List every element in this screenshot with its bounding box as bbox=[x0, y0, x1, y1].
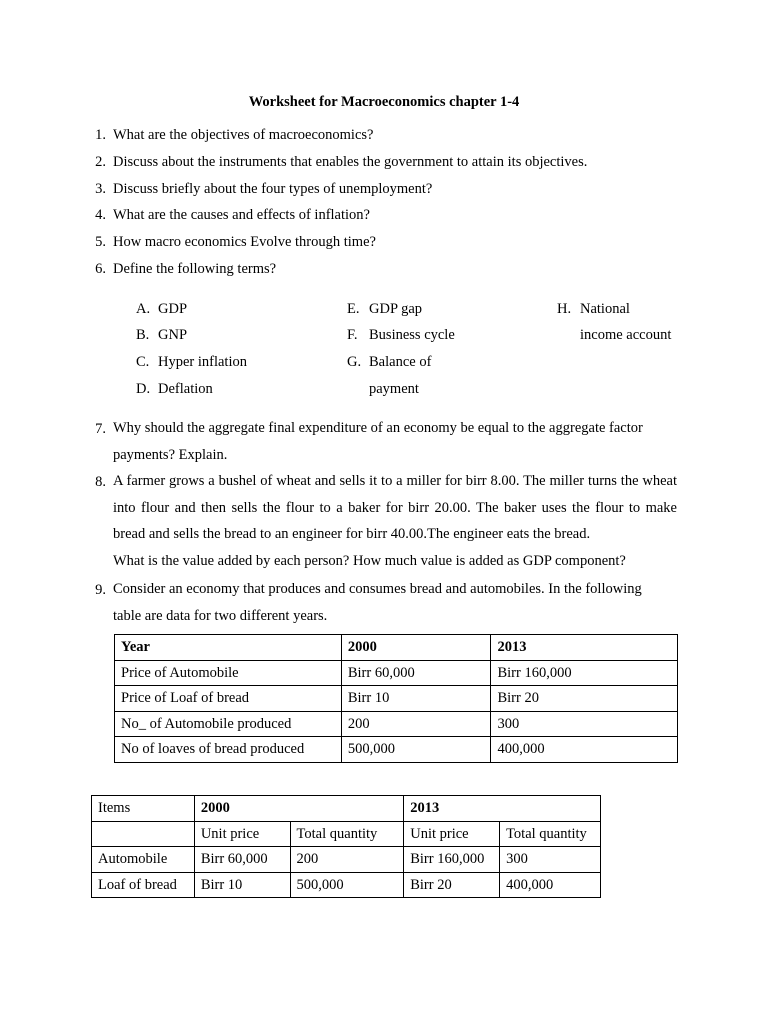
table-cell: 300 bbox=[491, 711, 678, 737]
question-text: How macro economics Evolve through time? bbox=[113, 234, 376, 250]
question-text: Discuss about the instruments that enables the government to attain its objectives. bbox=[113, 154, 588, 170]
term-letter: E. bbox=[347, 301, 360, 317]
term-text-continued: payment bbox=[369, 381, 419, 397]
table-cell: 400,000 bbox=[491, 737, 678, 763]
table-cell: Birr 60,000 bbox=[341, 660, 491, 686]
term-letter: G. bbox=[347, 354, 362, 370]
question-number: 9. bbox=[95, 582, 106, 598]
table-header-cell: Items bbox=[92, 796, 195, 822]
question-text bbox=[113, 468, 677, 574]
table-cell: 300 bbox=[500, 847, 601, 873]
table-cell: Birr 60,000 bbox=[194, 847, 290, 873]
term-text: Deflation bbox=[158, 381, 213, 397]
term-letter: B. bbox=[136, 327, 150, 343]
term-text: Business cycle bbox=[369, 327, 455, 343]
term-text: National bbox=[580, 301, 630, 317]
question-text-line: A farmer grows a bushel of wheat and sells it to a miller for birr 8.00. The miller turns the wheat into flour and then sells the flour to a baker for birr 20.00. The baker uses the flour to make bread and sells the bread to an engineer for birr 40.00.The engineer eats the bread. bbox=[113, 473, 677, 543]
table-cell: 200 bbox=[341, 711, 491, 737]
term-letter: D. bbox=[136, 381, 151, 397]
table-cell: 400,000 bbox=[500, 872, 601, 898]
table-header-cell: 2013 bbox=[404, 796, 601, 822]
term-letter: F. bbox=[347, 327, 358, 343]
question-number: 6. bbox=[95, 261, 106, 277]
table-cell: Price of Loaf of bread bbox=[115, 686, 342, 712]
table-subheader-cell: Total quantity bbox=[500, 821, 601, 847]
question-number: 3. bbox=[95, 181, 106, 197]
table-row bbox=[92, 847, 601, 873]
table-cell: 200 bbox=[290, 847, 404, 873]
table-subheader-cell: Total quantity bbox=[290, 821, 404, 847]
table-header-cell: 2013 bbox=[491, 635, 678, 661]
term-letter: H. bbox=[557, 301, 572, 317]
question-text bbox=[113, 576, 677, 629]
table-cell: Birr 20 bbox=[404, 872, 500, 898]
question-text bbox=[113, 415, 677, 468]
table-cell: Birr 10 bbox=[341, 686, 491, 712]
question-number: 8. bbox=[95, 474, 106, 490]
term-text: GDP gap bbox=[369, 301, 423, 317]
question-number: 7. bbox=[95, 421, 106, 437]
table-row bbox=[115, 711, 678, 737]
question-number: 4. bbox=[95, 207, 106, 223]
term-text: GNP bbox=[158, 327, 188, 343]
table-cell: 500,000 bbox=[290, 872, 404, 898]
table-row bbox=[115, 660, 678, 686]
question-text: Define the following terms? bbox=[113, 261, 277, 277]
table-header-cell: 2000 bbox=[194, 796, 403, 822]
question-number: 2. bbox=[95, 154, 106, 170]
term-text: GDP bbox=[158, 301, 188, 317]
table-cell: No_ of Automobile produced bbox=[115, 711, 342, 737]
table-cell: Birr 20 bbox=[491, 686, 678, 712]
question-text-line: What is the value added by each person? How much value is added as GDP component? bbox=[113, 552, 626, 569]
table-subheader-cell: Unit price bbox=[404, 821, 500, 847]
table-row bbox=[115, 737, 678, 763]
term-text: Balance of bbox=[369, 354, 432, 370]
question-text-line: Consider an economy that produces and consumes bread and automobiles. In the following bbox=[113, 581, 642, 597]
page-title: Worksheet for Macroeconomics chapter 1-4 bbox=[248, 94, 520, 110]
table-cell: 500,000 bbox=[341, 737, 491, 763]
table-cell: Price of Automobile bbox=[115, 660, 342, 686]
question-text-line: Why should the aggregate final expenditure of an economy be equal to the aggregate factor bbox=[113, 420, 643, 436]
table-cell: Birr 160,000 bbox=[404, 847, 500, 873]
table-subheader-cell: Unit price bbox=[194, 821, 290, 847]
table-cell: Birr 160,000 bbox=[491, 660, 678, 686]
table-cell: Birr 10 bbox=[194, 872, 290, 898]
table-cell: No of loaves of bread produced bbox=[115, 737, 342, 763]
data-table-prices-quantities bbox=[91, 795, 601, 898]
term-letter: C. bbox=[136, 354, 150, 370]
table-row bbox=[92, 872, 601, 898]
table-subheader-row bbox=[92, 821, 601, 847]
question-text: What are the objectives of macroeconomics? bbox=[113, 127, 374, 143]
question-text: Discuss briefly about the four types of unemployment? bbox=[113, 181, 433, 197]
table-cell: Automobile bbox=[92, 847, 195, 873]
question-number: 5. bbox=[95, 234, 106, 250]
table-cell-empty bbox=[92, 821, 195, 847]
question-text: What are the causes and effects of inflation? bbox=[113, 207, 370, 223]
table-row bbox=[115, 686, 678, 712]
table-header-cell: 2000 bbox=[341, 635, 491, 661]
question-text-line: table are data for two different years. bbox=[113, 607, 328, 624]
table-header-row bbox=[92, 796, 601, 822]
table-header-cell: Year bbox=[115, 635, 342, 661]
table-header-row bbox=[115, 635, 678, 661]
question-number: 1. bbox=[95, 127, 106, 143]
table-cell: Loaf of bread bbox=[92, 872, 195, 898]
term-text-continued: income account bbox=[580, 327, 672, 343]
term-letter: A. bbox=[136, 301, 151, 317]
question-text-line: payments? Explain. bbox=[113, 446, 228, 463]
data-table-years bbox=[114, 634, 678, 763]
term-text: Hyper inflation bbox=[158, 354, 247, 370]
